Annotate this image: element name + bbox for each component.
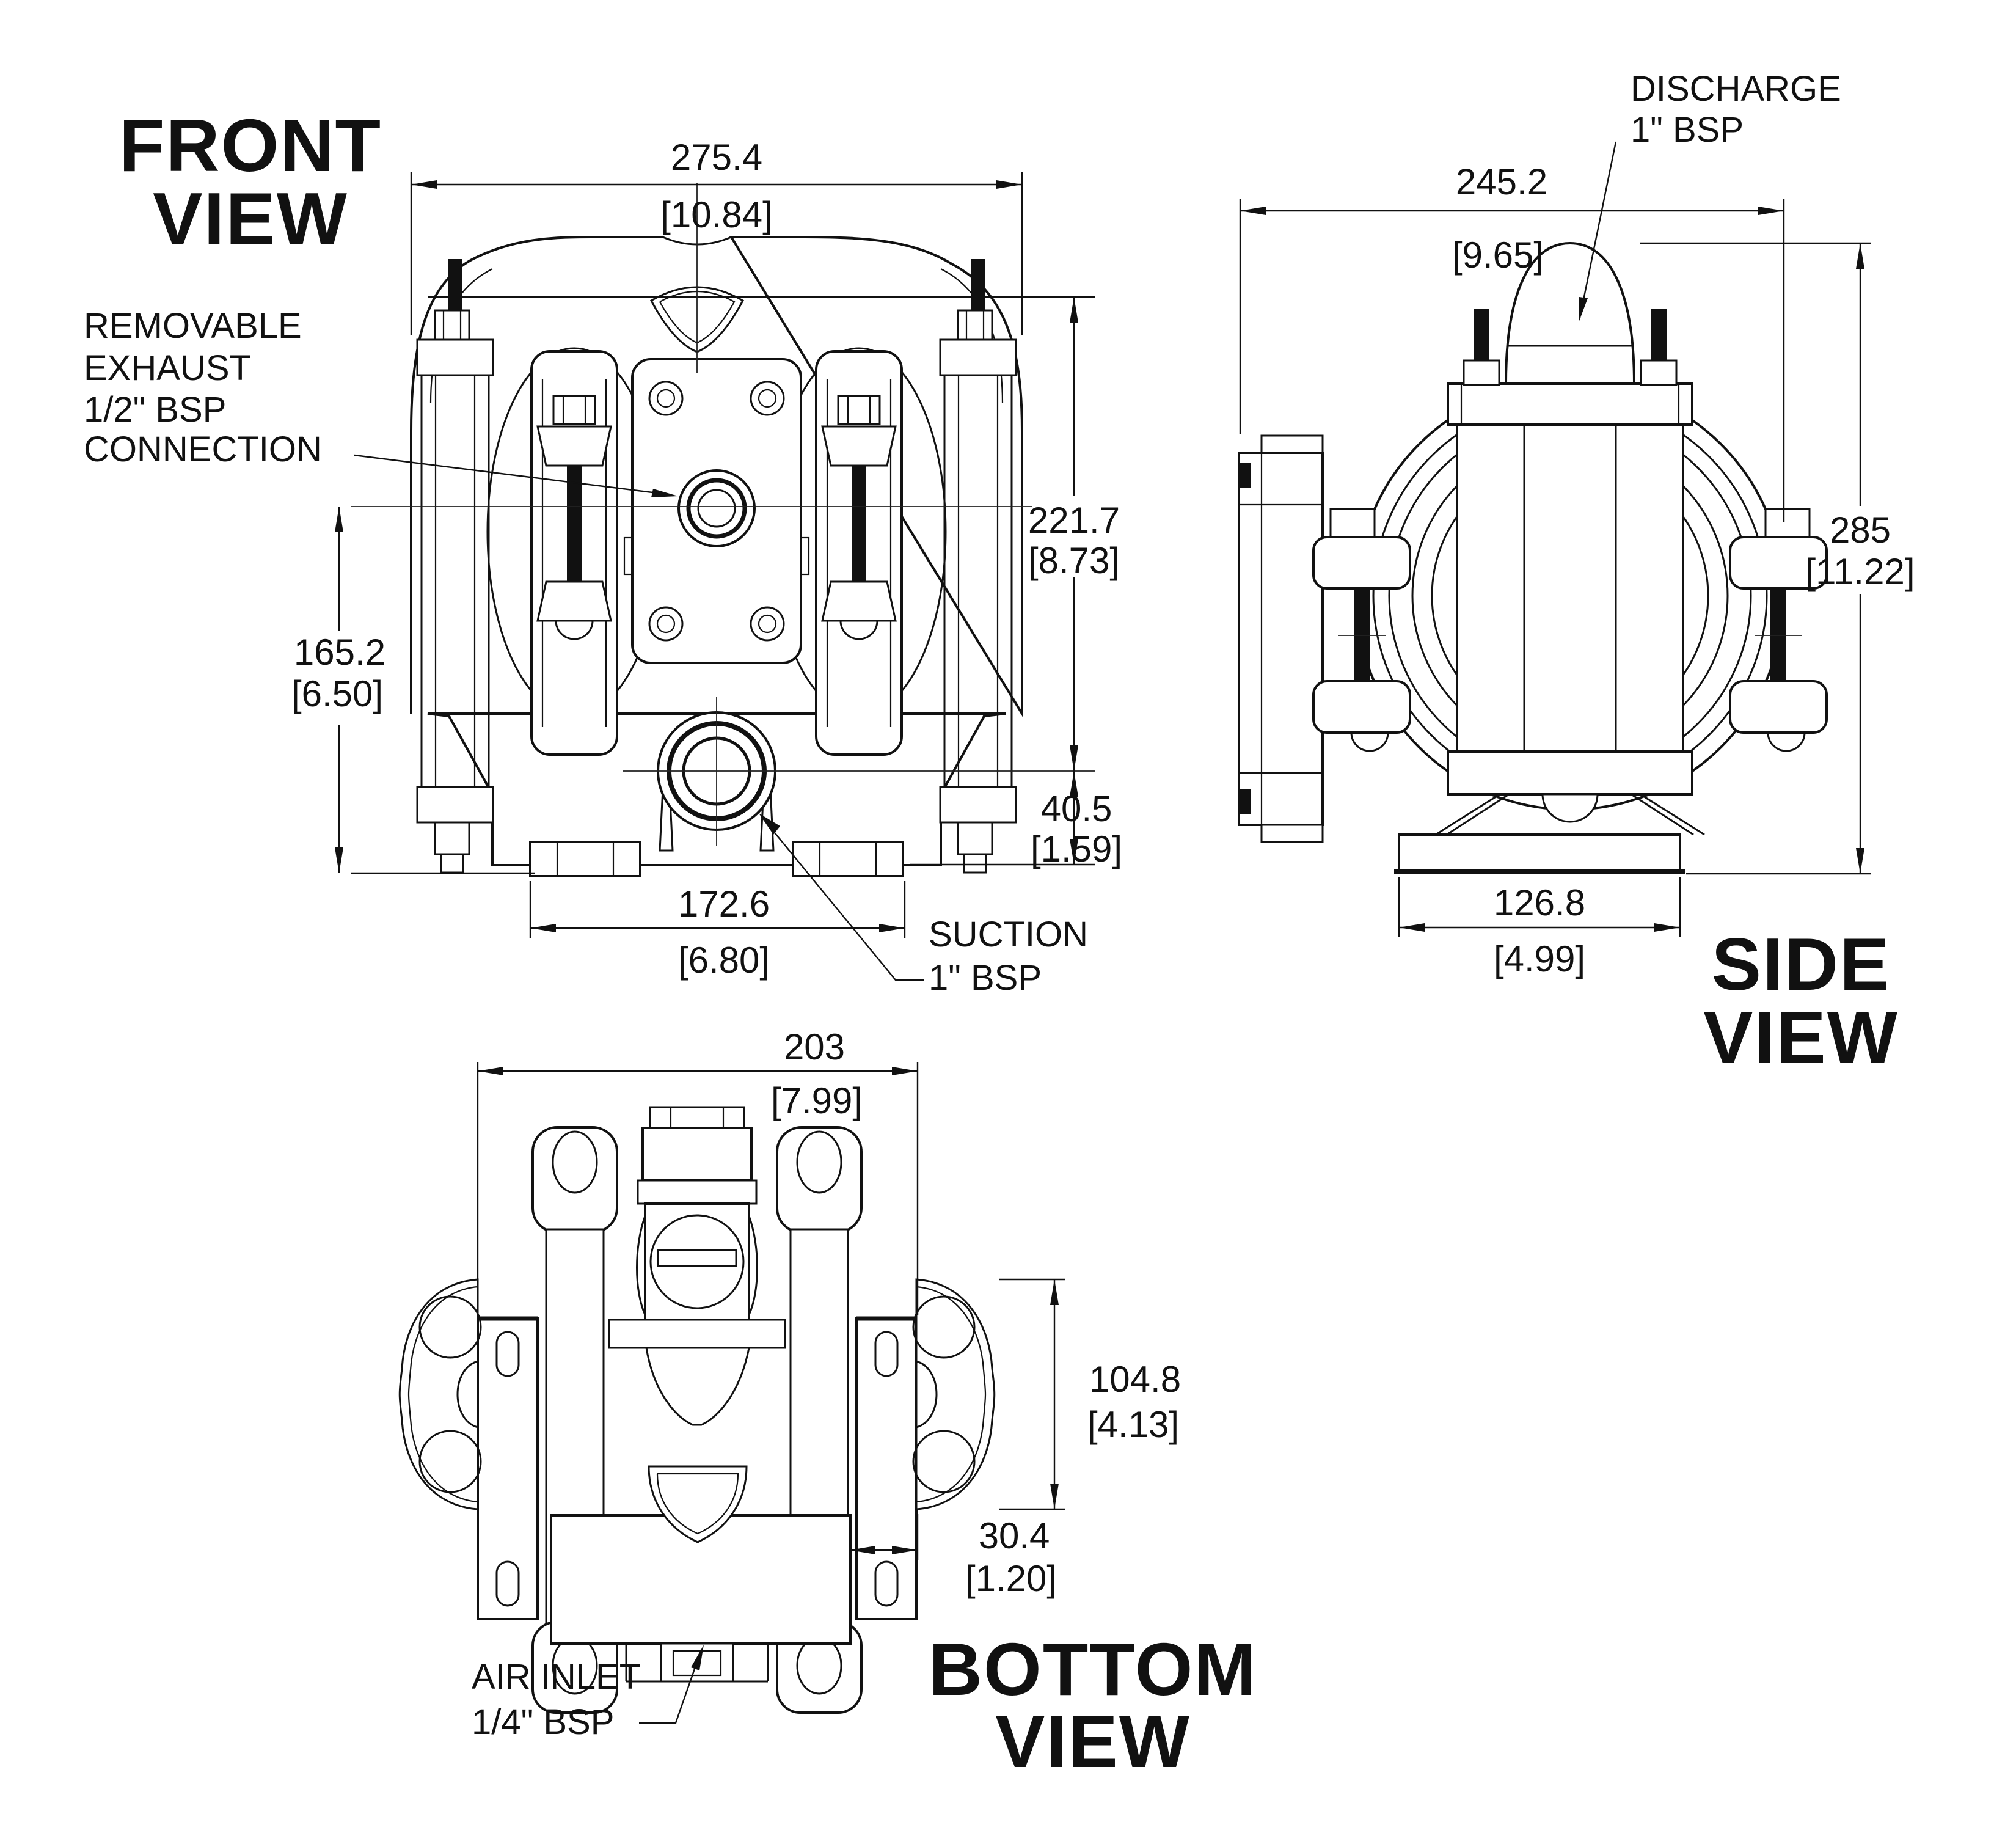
dim-bottom-offset-mm: 30.4 [978, 1515, 1050, 1556]
bottom-air-valve [609, 1107, 785, 1425]
dim-front-feet-width [530, 881, 905, 981]
bottom-view-title-line2: VIEW [995, 1700, 1191, 1783]
bottom-left-wing [400, 1279, 481, 1509]
dim-front-hu-mm: 221.7 [1028, 500, 1120, 541]
label-suction-line2: 1" BSP [929, 958, 1042, 998]
dim-front-hl-mm: 40.5 [1040, 788, 1112, 829]
label-discharge-line1: DISCHARGE [1631, 69, 1841, 109]
front-view [84, 104, 1122, 998]
label-exhaust-line3: 1/2" BSP [84, 390, 227, 430]
dim-side-width-mm: 245.2 [1455, 161, 1548, 202]
dim-front-hu-in: [8.73] [1028, 540, 1120, 581]
label-exhaust-line1: REMOVABLE [84, 306, 302, 346]
dim-side-base-width [1399, 877, 1680, 979]
dim-front-lh-in: [6.50] [291, 673, 384, 714]
dim-bottom-offset-in: [1.20] [965, 1558, 1057, 1599]
side-right-clamp [1730, 509, 1827, 751]
label-discharge-line2: 1" BSP [1631, 110, 1744, 150]
leader-exhaust [354, 455, 672, 495]
side-left-clamp [1313, 509, 1410, 751]
bottom-right-plate [856, 1319, 916, 1619]
front-view-title-line2: VIEW [153, 177, 348, 260]
side-view-title-line2: VIEW [1703, 996, 1899, 1079]
label-suction-line1: SUCTION [929, 915, 1088, 954]
dim-bottom-width-mm: 203 [783, 1026, 845, 1067]
bottom-view-title-line1: BOTTOM [928, 1628, 1258, 1711]
side-view-title-line1: SIDE [1711, 923, 1891, 1006]
dim-bottom-width-in: [7.99] [770, 1080, 863, 1121]
dim-side-bw-in: [4.99] [1493, 938, 1586, 979]
front-left-tie-rod [417, 259, 493, 873]
dim-side-height-in: [11.22] [1805, 551, 1915, 592]
front-center-plate [624, 359, 809, 663]
side-left-flange [1239, 436, 1323, 842]
dim-bottom-depth [999, 1279, 1181, 1509]
label-air-inlet-line2: 1/4" BSP [472, 1702, 615, 1742]
front-view-title-line1: FRONT [119, 104, 382, 187]
dim-front-fw-mm: 172.6 [677, 884, 770, 924]
dim-front-width-mm: 275.4 [670, 137, 763, 178]
label-air-inlet-line1: AIR INLET [472, 1657, 641, 1697]
side-view [1239, 69, 1915, 1079]
dim-bottom-depth-mm: 104.8 [1089, 1359, 1181, 1400]
front-right-tie-rod [940, 259, 1016, 873]
dim-front-width-in: [10.84] [660, 194, 773, 235]
bottom-view [400, 1026, 1257, 1783]
dim-front-hl-in: [1.59] [1030, 829, 1123, 869]
bottom-right-wing [913, 1279, 995, 1509]
label-exhaust-line4: CONNECTION [84, 430, 322, 469]
label-exhaust-line2: EXHAUST [84, 348, 251, 388]
dim-side-width-in: [9.65] [1452, 235, 1544, 276]
front-right-clamp [816, 351, 902, 755]
dim-front-fw-in: [6.80] [677, 940, 770, 981]
side-center-body [1457, 425, 1683, 752]
side-base [1394, 752, 1704, 871]
dim-side-height-mm: 285 [1829, 510, 1891, 551]
dim-front-lh-mm: 165.2 [293, 632, 386, 673]
dim-side-bw-mm: 126.8 [1493, 882, 1586, 923]
bottom-left-plate [478, 1319, 538, 1619]
front-left-clamp [531, 351, 617, 755]
dim-bottom-depth-in: [4.13] [1087, 1404, 1180, 1445]
dim-front-width [411, 137, 1022, 335]
